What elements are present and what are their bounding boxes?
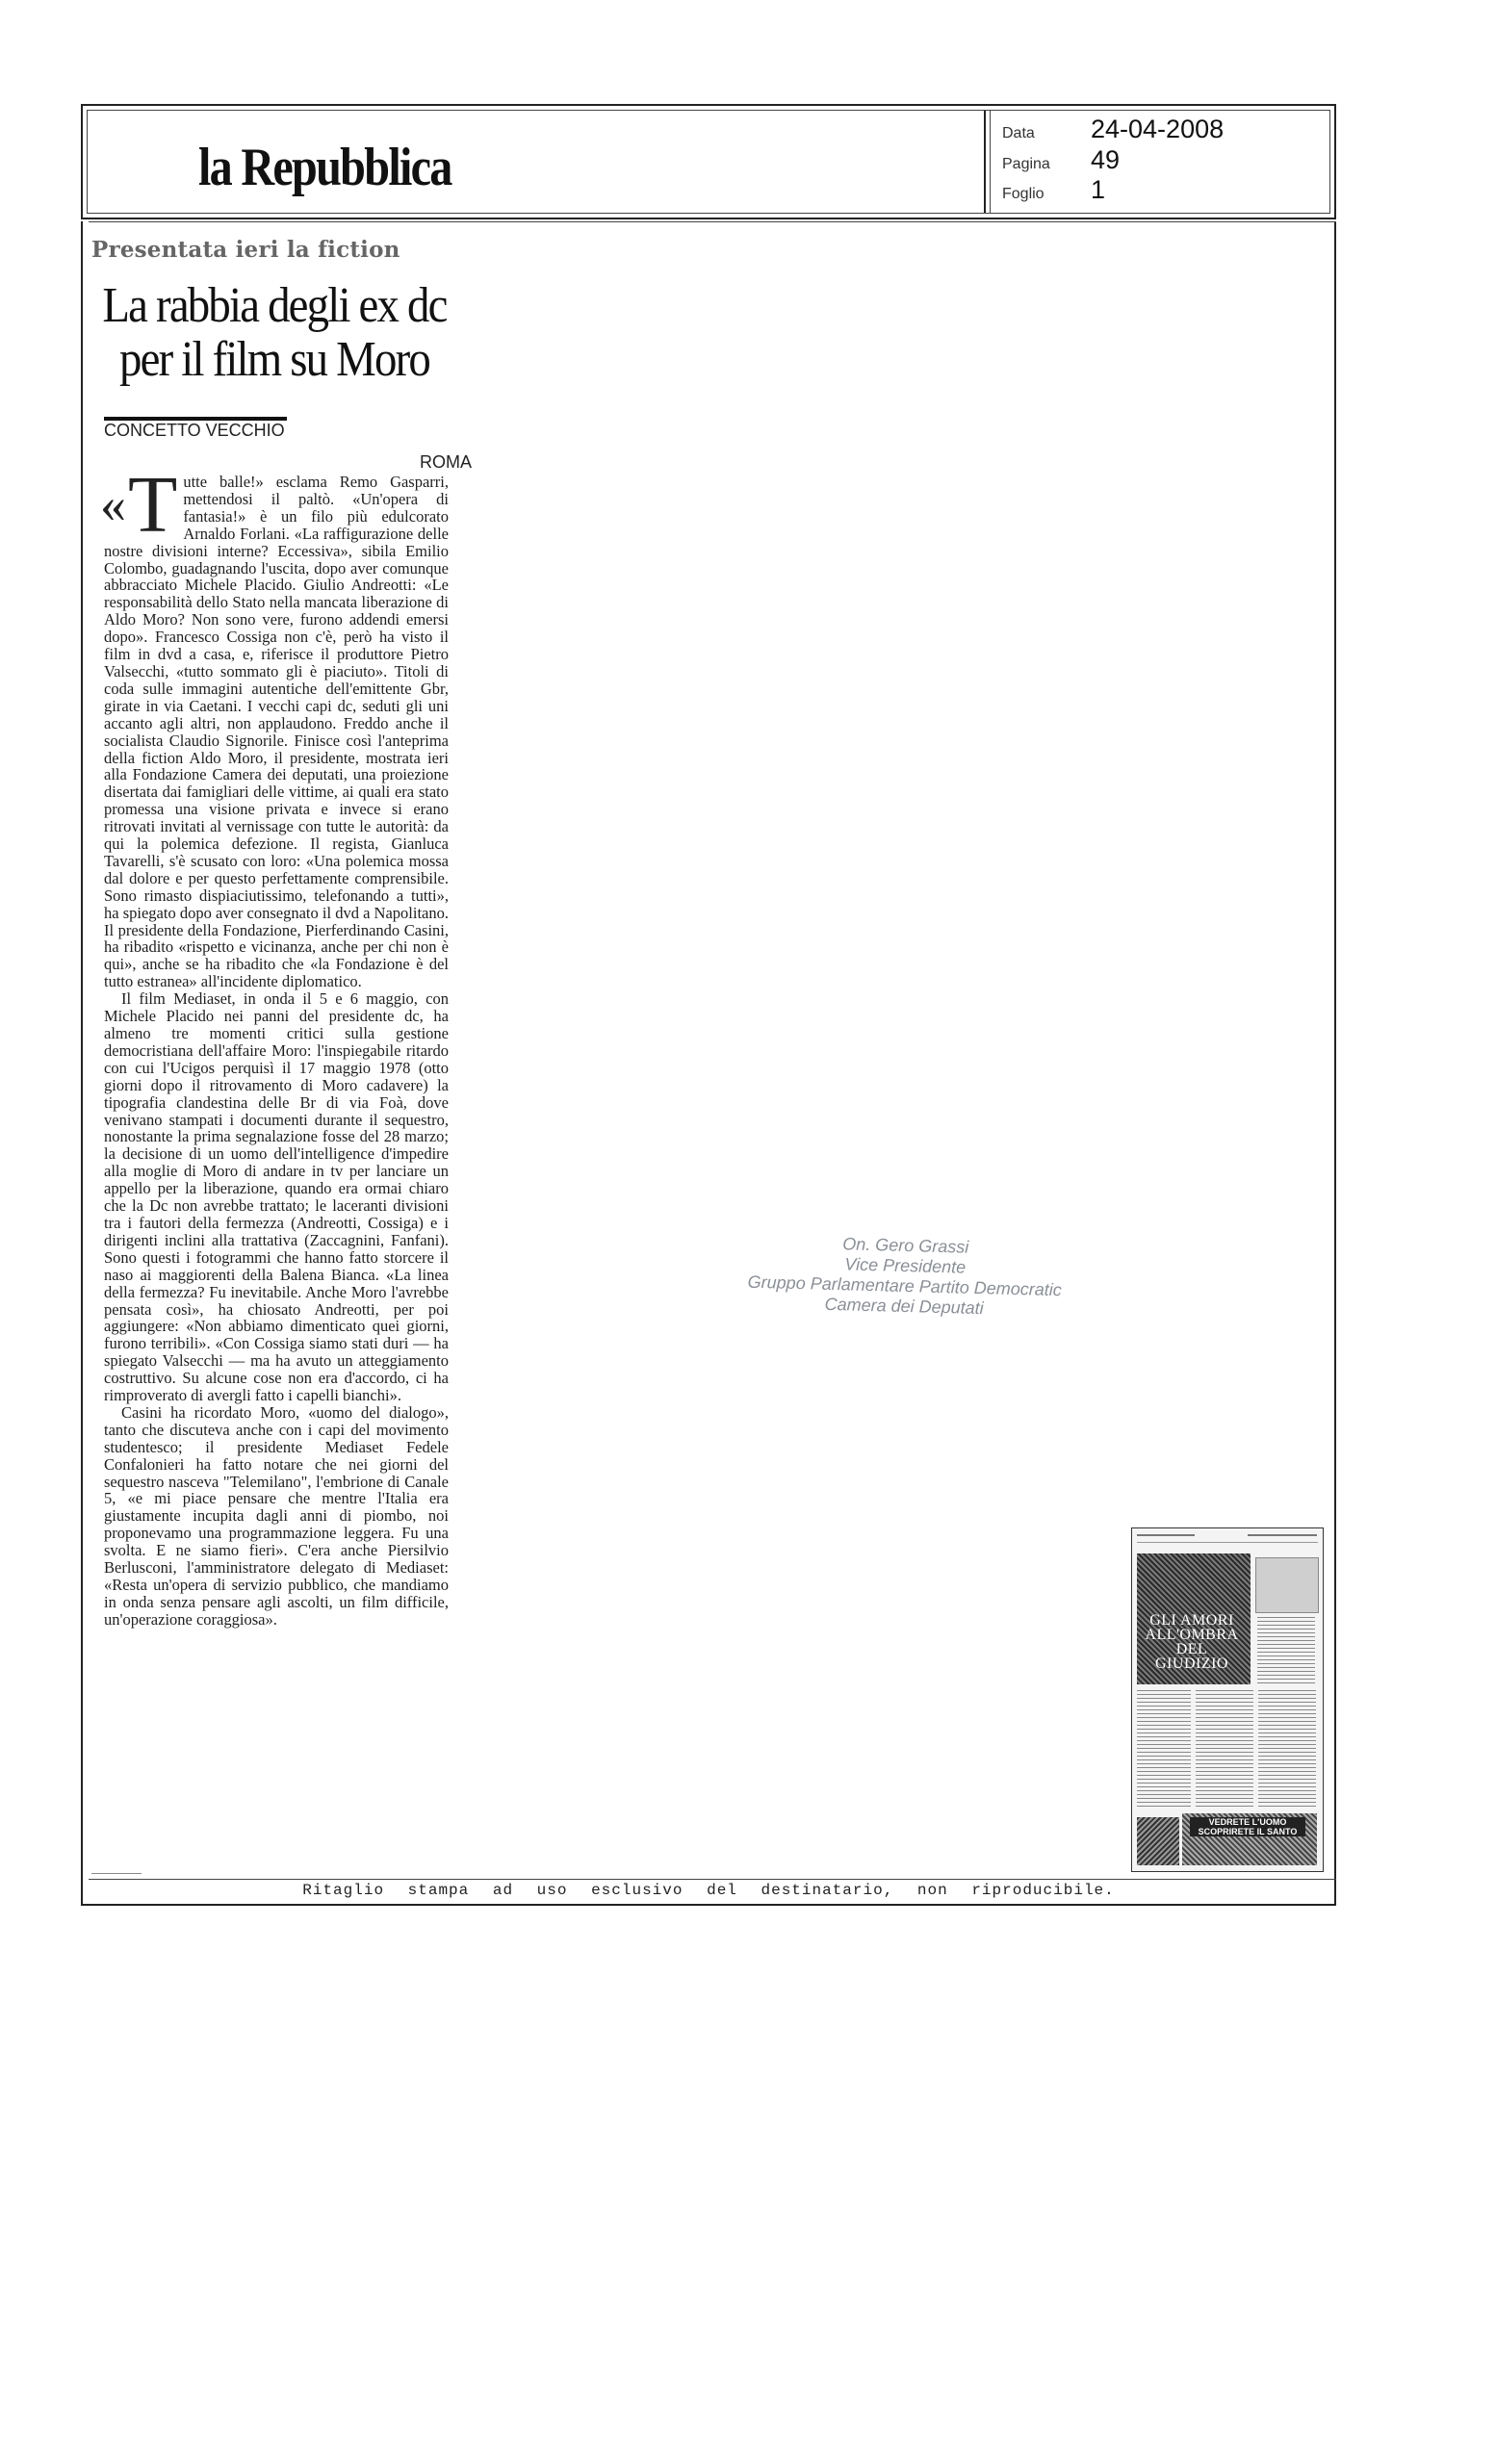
stamp-institution: Camera dei Deputati bbox=[824, 1294, 984, 1319]
article-paragraph: Il film Mediaset, in onda il 5 e 6 maggio, con Michele Placido nei panni del presidente dc, ha almeno tre momenti critici sulla gestione democristiana dell'affaire Moro: l'inspiegabile ritardo con cui l'Ucigos perquisì il 17 maggio 1978 (otto giorni dopo il ritrovamento di Moro cadavere) la tipografia clandestina delle Br di via Foà, dove venivano stampati i documenti durante il sequestro, nonostante la prima segnalazione fosse del 28 marzo; la decisione di un uomo dell'intelligence d'impedire alla moglie di Moro di andare in tv per lanciare un appello per la liberazione, quando era ormai chiaro che la Dc non avrebbe trattato; le laceranti divisioni tra i fautori della fermezza (Andreotti, Cossiga) e i dirigenti inclini alla trattativa (Zaccagnini, Fanfani). Sono questi i fotogrammi che hanno fatto storcere il naso ai maggiorenti della Balena Bianca. «La linea della fermezza? Fu inevitabile. Anche Moro l'avrebbe pensata così», ha chiosato Andreotti, per poi aggiungere: «Non abbiamo dimenticato quei giorni, furono terribili». «Con Cossiga siamo stati duri — ha spiegato Valsecchi — ma ha avuto un atteggiamento costruttivo. Su alcune cose non era d'accordo, ci ha rimproverato di avergli fatto i capelli bianchi». bbox=[104, 989, 449, 1405]
header-divider bbox=[984, 111, 986, 213]
thumb-text-column bbox=[1257, 1617, 1315, 1684]
thumb-bottom-photo bbox=[1137, 1817, 1179, 1865]
end-rule bbox=[91, 1873, 142, 1874]
article-dateline: ROMA bbox=[420, 452, 472, 472]
drop-cap: T bbox=[128, 460, 178, 550]
stamp-role: Vice Presidente bbox=[844, 1254, 967, 1277]
sheet-value: 1 bbox=[1091, 175, 1106, 204]
thumb-sidebar-box bbox=[1255, 1557, 1319, 1613]
footer-top-rule bbox=[89, 1879, 1336, 1880]
page-value: 49 bbox=[1091, 145, 1121, 174]
date-label: Data bbox=[1002, 125, 1035, 141]
footer-disclaimer: Ritaglio stampa ad uso esclusivo del destinatario, non riproducibile. bbox=[302, 1882, 1115, 1899]
thumb-banner-caption: VEDRETE L'UOMO SCOPRIRETE IL SANTO bbox=[1190, 1817, 1305, 1836]
article-byline: CONCETTO VECCHIO bbox=[104, 421, 285, 440]
thumb-masthead-right bbox=[1248, 1534, 1317, 1536]
thumb-text-column bbox=[1137, 1690, 1191, 1810]
meta-page bbox=[1002, 145, 1120, 175]
sheet-label: Foglio bbox=[1002, 186, 1045, 202]
page-thumbnail bbox=[1131, 1527, 1324, 1872]
stamp-group: Gruppo Parlamentare Partito Democratic bbox=[747, 1271, 1063, 1300]
newspaper-logo: la Repubblica bbox=[198, 138, 451, 197]
article-headline: La rabbia degli ex dc per il film su Moro bbox=[102, 278, 447, 387]
thumb-masthead-left bbox=[1137, 1534, 1195, 1536]
opening-quote-mark: « bbox=[100, 475, 126, 533]
thumb-text-column bbox=[1258, 1690, 1316, 1810]
thumb-rule bbox=[1137, 1542, 1318, 1543]
article-kicker: Presentata ieri la fiction bbox=[91, 237, 400, 263]
footer-bottom-rule bbox=[81, 1904, 1336, 1906]
header-divider-inner bbox=[990, 111, 991, 213]
lead-text: utte balle!» esclama Remo Gasparri, mettendosi il paltò. «Un'opera di fantasia!» è un filo più edulcorato Arnaldo Forlani. «La raffigurazione delle nostre divisioni interne? Eccessiva», sibila Emilio Colombo, guadagnando l'uscita, dopo aver comunque abbracciato Michele Placido. Giulio Andreotti: «Le responsabilità dello Stato nella mancata liberazione di Aldo Moro? Non sono vere, furono addendi emersi dopo». Francesco Cossiga non c'è, però ha visto il film in dvd a casa, e, riferisce il produttore Pietro Valsecchi, «tutto sommato gli è piaciuto». Titoli di coda sulle immagini autentiche dell'emittente Gbr, girate in via Caetani. I vecchi capi dc, seduti gli uni accanto agli altri, non applaudono. Freddo anche il socialista Claudio Signorile. Finisce così l'anteprima della fiction Aldo Moro, il presidente, mostrata ieri alla Fondazione Camera dei deputati, una proiezione disertata dai famigliari delle vittime, ai quali era stato promessa una visione privata e invece si erano ritrovati invitati al vernissage con tutte le autorità: da qui la polemica defezione. Il regista, Gianluca Tavarelli, s'è scusato con loro: «Una polemica mossa dal dolore e per questo perfettamente comprensibile. Sono rimasto dispiaciutissimo, telefonando a tutti», ha spiegato dopo aver consegnato il dvd a Napolitano. Il presidente della Fondazione, Pierferdinando Casini, ha ribadito «rispetto e vicinanza, anche per chi non è qui», anche se ha ribadito che «la Fondazione è del tutto estranea» all'incidente diplomatico. bbox=[104, 473, 449, 991]
article-body bbox=[100, 460, 449, 1629]
thumb-title: GLI AMORI ALL'OMBRA DEL GIUDIZIO bbox=[1145, 1612, 1239, 1672]
deputy-stamp bbox=[673, 1230, 1137, 1323]
page-label: Pagina bbox=[1002, 156, 1050, 172]
stamp-name: On. Gero Grassi bbox=[842, 1234, 969, 1257]
article-frame-top-rule bbox=[89, 221, 1336, 222]
meta-sheet bbox=[1002, 175, 1105, 205]
thumb-text-column bbox=[1196, 1690, 1253, 1810]
header-inner-border bbox=[87, 110, 1330, 214]
article-paragraph: Casini ha ricordato Moro, «uomo del dialogo», tanto che discuteva anche con i capi del movimento studentesco; il presidente Mediaset Fedele Confalonieri ha fatto notare che nei giorni del sequestro nasceva "Telemilano", l'embrione di Canale 5, «e mi piace pensare che mentre l'Italia era giustamente incupita dagli anni di piombo, noi proponevamo una programmazione leggera. Fu una svolta. E ne siamo fieri». C'era anche Piersilvio Berlusconi, l'amministratore delegato di Mediaset: «Resta un'opera di servizio pubblico, che mandiamo in onda senza pensare agli ascolti, un film difficile, un'operazione coraggiosa». bbox=[104, 1402, 449, 1629]
meta-date bbox=[1002, 115, 1224, 144]
date-value: 24-04-2008 bbox=[1091, 115, 1225, 143]
clipping-header bbox=[81, 104, 1336, 219]
article-paragraph-lead bbox=[100, 460, 449, 991]
